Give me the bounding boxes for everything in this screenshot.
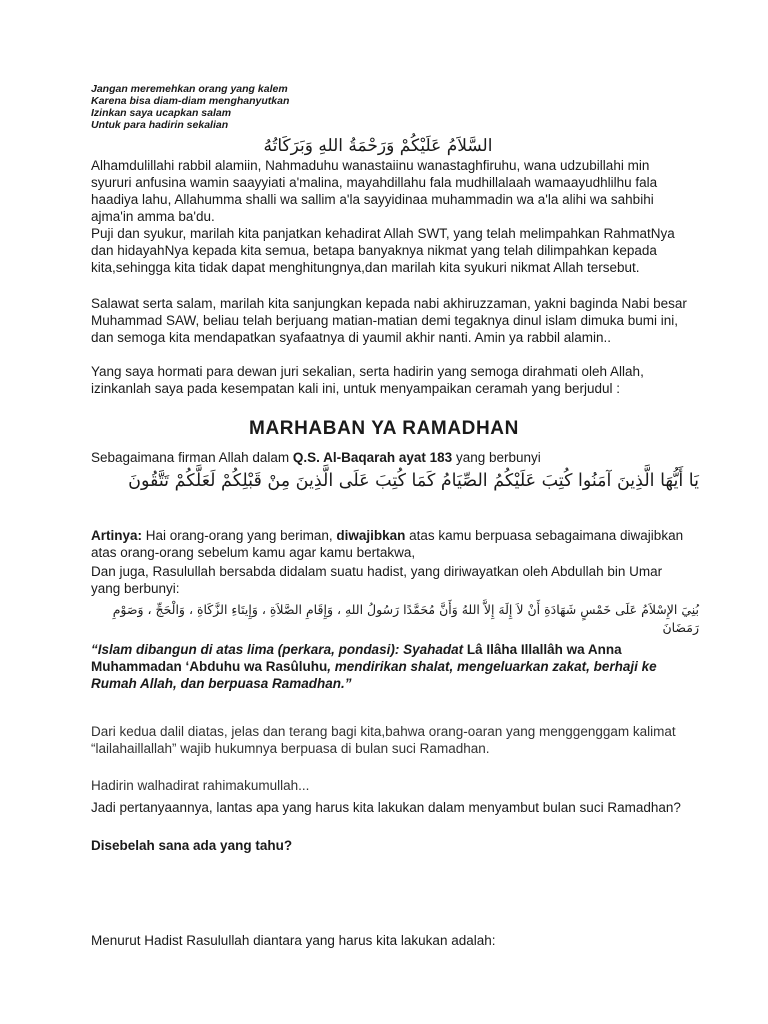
salam-calligraphy: السَّلاَمُ عَلَيْكُمْ وَرَحْمَةُ اللهِ وَبَرَكَاتُهُ	[263, 136, 493, 156]
poem-line: Jangan meremehkan orang yang kalem	[91, 83, 288, 95]
quran-verse-arabic: يَا أَيُّهَا الَّذِينَ آمَنُوا كُتِبَ عَلَيْكُمُ الصِّيَامُ كَمَا كُتِبَ عَلَى الَّذِينَ مِنْ قَبْلِكُمْ لَعَلَّكُمْ تَتَّقُونَ	[128, 471, 699, 491]
paragraph-syukur: Puji dan syukur, marilah kita panjatkan kehadirat Allah SWT, yang telah melimpahkan RahmatNya dan hidayahNya kepada kita semua, betapa banyaknya nikmat yang telah dilimpahkan kepada kita,sehingga kita tidak dapat menghitungnya,dan marilah kita syukuri nikmat Allah tersebut.	[91, 226, 675, 275]
paragraph-artinya	[91, 527, 691, 561]
quote-italic-end: , mendirikan shalat, mengeluarkan zakat, berhaji ke Rumah Allah, dan berpuasa Ramadhan.”	[91, 659, 657, 691]
paragraph-hormat: Yang saya hormati para dewan juri sekalian, serta hadirin yang semoga dirahmati oleh Allah, izinkanlah saya pada kesempatan kali ini, untuk menyampaikan ceramah yang berjudul :	[91, 364, 644, 396]
quote-bold: Lâ Ilâha Illallâh wa Anna Muhammadan ‘Abduhu wa Rasûluhu	[91, 642, 622, 674]
paragraph-salawat: Salawat serta salam, marilah kita sanjungkan kepada nabi akhiruzzaman, yakni baginda Nabi besar Muhammad SAW, beliau telah berjuang matian-matian demi tegaknya dinul islam dimuka bumi ini, dan semoga kita mendapatkan syafaatnya di yaumil akhir nanti. Amin ya rabbil alamin..	[91, 296, 687, 345]
poem-line: Karena bisa diam-diam menghanyutkan	[91, 95, 290, 107]
artinya-text-end: atas kamu berpuasa sebagaimana diwajibkan atas orang-orang sebelum kamu agar kamu bertakwa,	[91, 528, 684, 560]
paragraph-hadirin: Hadirin walhadirat rahimakumullah...	[91, 778, 310, 793]
poem-line: Untuk para hadirin sekalian	[91, 119, 229, 131]
paragraph-hadist-intro: Dan juga, Rasulullah bersabda didalam suatu hadist, yang diriwayatkan oleh Abdullah bin Umar yang berbunyi:	[91, 564, 663, 596]
paragraph-menurut: Menurut Hadist Rasulullah diantara yang harus kita lakukan adalah:	[91, 933, 496, 948]
firman-text-end: yang berbunyi	[452, 450, 541, 465]
poem-line: Izinkan saya ucapkan salam	[91, 107, 232, 119]
paragraph-firman	[91, 449, 691, 466]
artinya-bold: diwajibkan	[336, 528, 406, 543]
artinya-text: Hai orang-orang yang beriman,	[142, 528, 337, 543]
paragraph-question: Disebelah sana ada yang tahu?	[91, 838, 293, 853]
opening-poem	[91, 83, 289, 131]
hadith-arabic: بُنِيَ الإِسْلاَمُ عَلَى خَمْسٍ شَهَادَةِ أَنْ لاَ إِلَهَ إِلاَّ اللهُ وَأَنَّ مُحَمَّدًا رَسُولُ اللهِ ، وَإِقَامِ الصَّلاَةِ ، وَإِيتَاءِ الزَّكَاةِ ، وَالْحَجِّ ، وَصَوْمِ رَمَضَانَ	[112, 602, 699, 635]
paragraph-dalil: Dari kedua dalil diatas, jelas dan terang bagi kita,bahwa orang-oaran yang menggenggam kalimat “lailahaillallah” wajib hukumnya berpuasa di bulan suci Ramadhan.	[91, 724, 676, 756]
artinya-label: Artinya:	[91, 528, 143, 543]
paragraph-pertanyaan: Jadi pertanyaannya, lantas apa yang harus kita lakukan dalam menyambut bulan suci Ramadhan?	[91, 800, 681, 815]
paragraph-opening-prayer: Alhamdulillahi rabbil alamiin, Nahmaduhu wanastaiinu wanastaghfiruhu, wana udzubillahi min syururi anfusina wamin saayyiati a'malina, mayahdillahu fala mudhillalaah wamaayudhlilhu fala haadiya lahu, Allahumma shalli wa sallim a'la sayyidinaa muhammadin wa a'la alihi wa sahbihi ajma'in amma ba'du.	[91, 158, 658, 224]
firman-text: Sebagaimana firman Allah dalam	[91, 450, 293, 465]
hadith-translation	[91, 641, 691, 692]
sermon-title: MARHABAN YA RAMADHAN	[249, 418, 519, 439]
surah-reference: Q.S. Al-Baqarah ayat 183	[292, 450, 453, 465]
quote-italic: “Islam dibangun di atas lima (perkara, pondasi): Syahadat	[91, 642, 467, 657]
